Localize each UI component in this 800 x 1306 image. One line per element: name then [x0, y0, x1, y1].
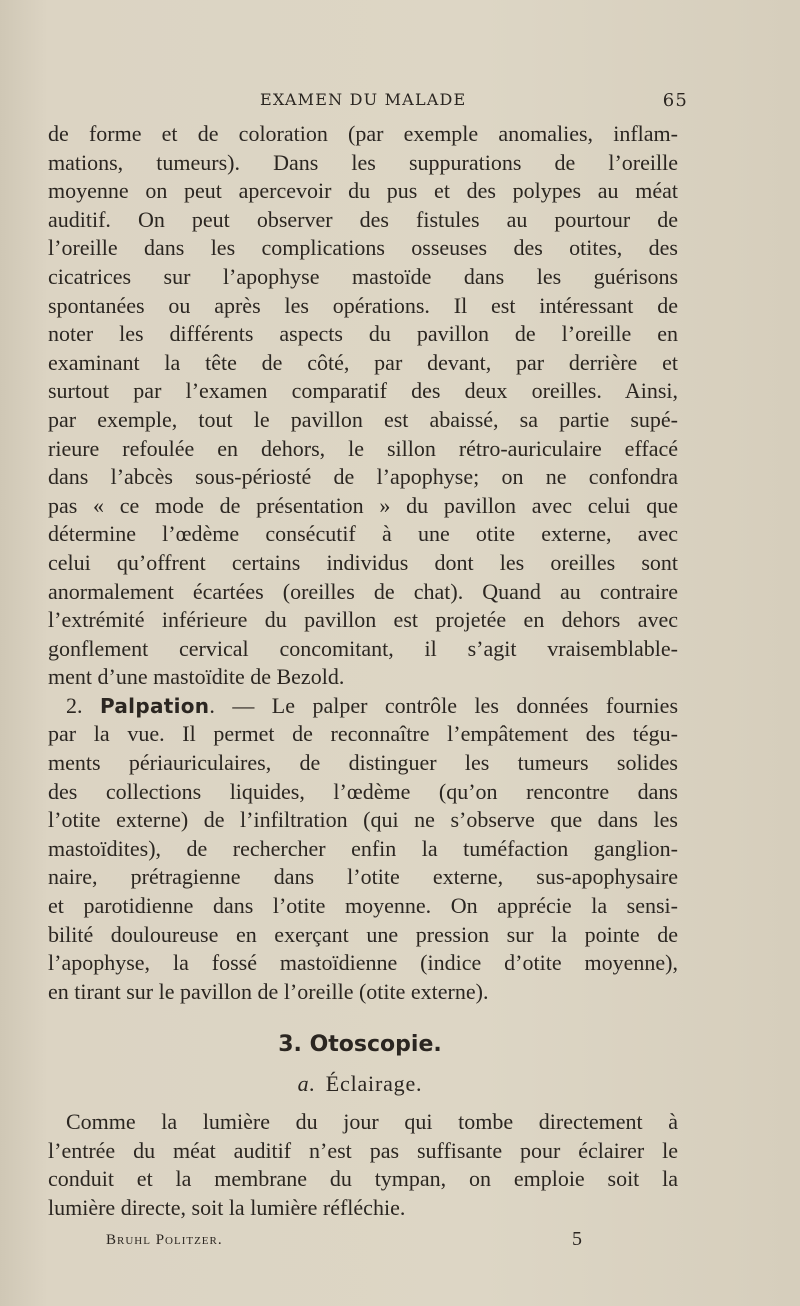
palpation-first-line: 2. Palpation. — Le palper contrôle les données fournies [66, 692, 678, 718]
eclairage-text [48, 1108, 678, 1222]
text-line: l’otite externe) de l’infiltration (qui ne s’observe que dans les [48, 807, 678, 833]
text-line: bilité douloureuse en exerçant une pression sur la pointe de [48, 921, 678, 947]
text-line: l’extrémité inférieure du pavillon est projetée en dehors avec [48, 607, 678, 633]
palpation-first-line-text: — Le palper contrôle les données fournies [232, 692, 678, 718]
text-line: l’entrée du méat auditif n’est pas suffisante pour éclairer le [48, 1137, 678, 1163]
subsection-label: Éclairage. [325, 1071, 423, 1096]
text-line: pas « ce mode de présentation » du pavillon avec celui que [48, 492, 678, 518]
running-head-title: EXAMEN DU MALADE [260, 90, 467, 109]
text-line: par exemple, tout le pavillon est abaissé, sa partie supé- [48, 406, 678, 432]
text-line: mations, tumeurs). Dans les suppurations de l’oreille [48, 149, 678, 175]
footer-author: Bruhl Politzer. [106, 1232, 223, 1248]
section-title-otoscopie: 3. Otoscopie. [278, 1032, 442, 1057]
text-line: ments périauriculaires, de distinguer les tumeurs solides [48, 750, 678, 776]
text-line: l’oreille dans les complications osseuses des otites, des [48, 235, 678, 261]
text-line: en tirant sur le pavillon de l’oreille (otite externe). [48, 978, 489, 1004]
text-line: gonflement cervical concomitant, il s’agit vraisemblable- [48, 635, 678, 661]
text-line: par la vue. Il permet de reconnaître l’empâtement des tégu- [48, 721, 678, 747]
text-line: cicatrices sur l’apophyse mastoïde dans les guérisons [48, 263, 678, 289]
text-line: celui qu’offrent certains individus dont les oreilles sont [48, 549, 678, 575]
text-line: surtout par l’examen comparatif des deux oreilles. Ainsi, [48, 378, 678, 404]
text-line: dans l’abcès sous-périosté de l’apophyse; on ne confondra [48, 464, 678, 490]
text-line: ment d’une mastoïdite de Bezold. [48, 664, 345, 690]
text-line: des collections liquides, l’œdème (qu’on rencontre dans [48, 778, 678, 804]
text-line: moyenne on peut apercevoir du pus et des polypes au méat [48, 178, 678, 204]
text-line: spontanées ou après les opérations. Il est intéressant de [48, 292, 678, 318]
text-line: Comme la lumière du jour qui tombe directement à [66, 1109, 678, 1134]
text-line: de forme et de coloration (par exemple anomalies, inflam- [48, 121, 678, 146]
text-line: mastoïdites), de rechercher enfin la tuméfaction ganglion- [48, 835, 678, 861]
main-text [48, 120, 678, 1006]
text-line: anormalement écartées (oreilles de chat). Quand au contraire [48, 578, 678, 604]
text-line: auditif. On peut observer des fistules au pourtour de [48, 206, 678, 232]
text-line: noter les différents aspects du pavillon de l’oreille en [48, 321, 678, 347]
signature-mark: 5 [572, 1228, 582, 1250]
text-line: examinant la tête de côté, par devant, par derrière et [48, 349, 678, 375]
subsection-letter: a. [297, 1071, 316, 1096]
text-line: l’apophyse, la fossé mastoïdienne (indice d’otite moyenne), [48, 950, 678, 976]
text-line: lumière directe, soit la lumière réfléchie. [48, 1194, 406, 1220]
text-line: rieure refoulée en dehors, le sillon rétro-auriculaire effacé [48, 435, 678, 461]
text-line: et parotidienne dans l’otite moyenne. On apprécie la sensi- [48, 893, 678, 919]
palpation-number: 2. [66, 692, 83, 718]
subsection-title [0, 1071, 720, 1097]
text-line: conduit et la membrane du tympan, on emploie soit la [48, 1166, 678, 1192]
palpation-heading: Palpation [99, 693, 210, 718]
text-line: naire, prétragienne dans l’otite externe, sus-apophysaire [48, 864, 678, 890]
text-line: détermine l’œdème consécutif à une otite externe, avec [48, 521, 678, 547]
running-head [48, 90, 688, 114]
page-number: 65 [662, 90, 688, 111]
